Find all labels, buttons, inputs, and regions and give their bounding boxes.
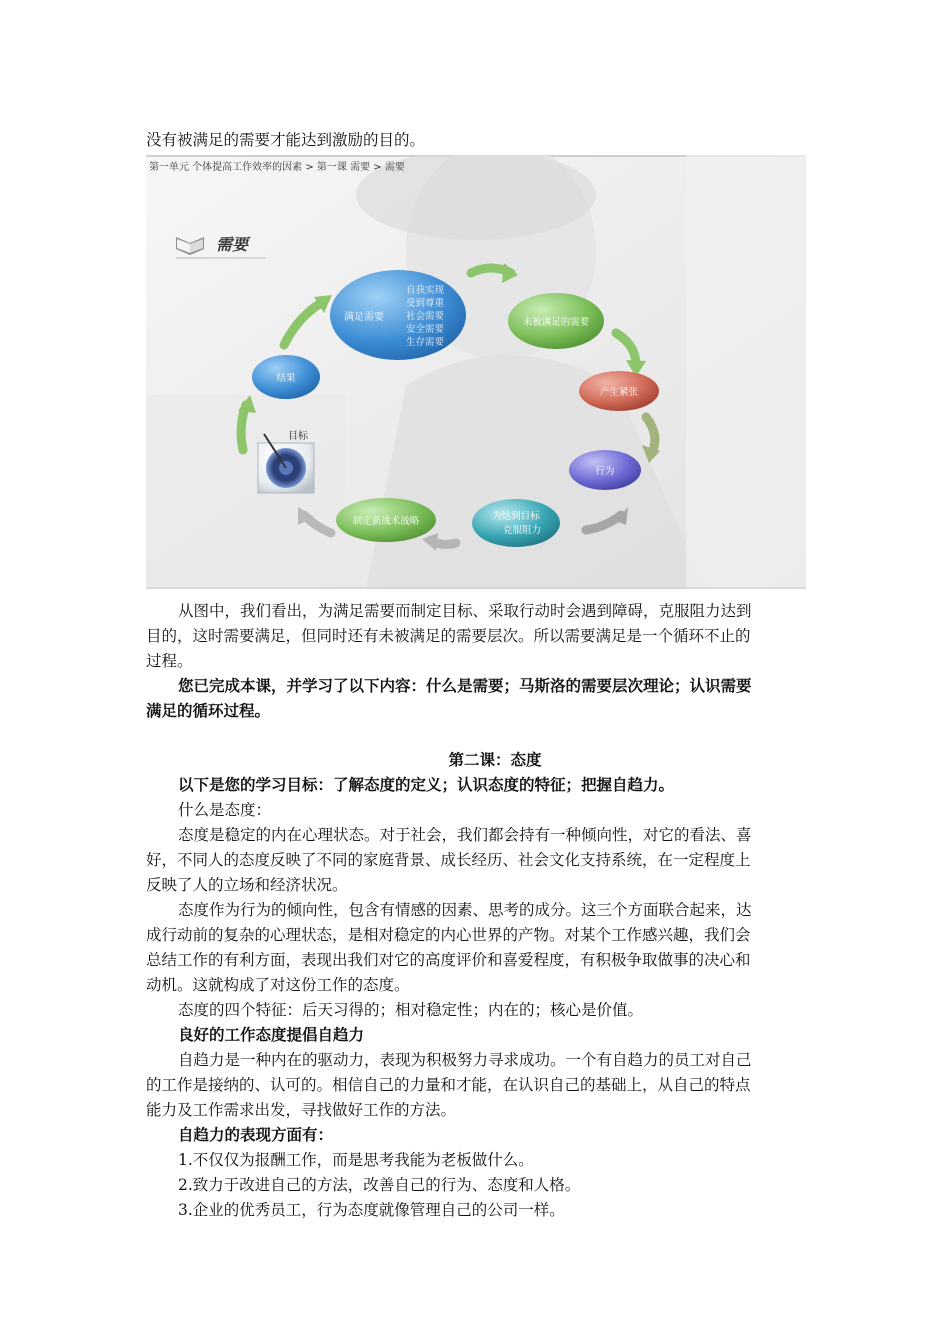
- p1-line: 好，不同人的态度反映了不同的家庭背景、成长经历、社会文化支持系统，在一定程度上: [146, 851, 751, 869]
- features-line: 态度的四个特征：后天习得的；相对稳定性；内在的；核心是价值。: [178, 1001, 644, 1019]
- level-item: 自我实现: [406, 285, 445, 296]
- para1-line: 过程。: [146, 652, 193, 670]
- p2-line: 总结工作的有利方面，表现出我们对它的高度评价和喜爱程度，有积极争取做事的决心和: [146, 951, 751, 969]
- subheading-manifestations: 自趋力的表现方面有：: [178, 1125, 334, 1144]
- overcome-label-2: 克服阻力: [502, 525, 542, 536]
- behavior-label: 行为: [595, 466, 615, 477]
- needs-cycle-figure: [146, 155, 806, 589]
- lesson2-question: 什么是态度：: [178, 801, 272, 819]
- p1-line: 态度是稳定的内在心理状态。对于社会，我们都会持有一种倾向性，对它的看法、喜: [178, 826, 752, 844]
- result-node: [252, 355, 320, 399]
- center-node: [330, 270, 466, 360]
- overcome-node: [472, 499, 560, 547]
- strategy-label: 制定新战术战略: [352, 516, 420, 527]
- intro-line: 没有被满足的需要才能达到激励的目的。: [146, 131, 426, 149]
- center-label: 满足需要: [344, 312, 384, 323]
- para1-line: 目的，这时需要满足，但同时还有未被满足的需要层次。所以需要满足是一个循环不止的: [146, 627, 751, 645]
- level-item: 社会需要: [406, 311, 445, 322]
- p3-line: 的工作是接纳的、认可的。相信自己的力量和才能，在认识自己的基础上，从自己的特点: [146, 1076, 751, 1094]
- para1-line: 从图中，我们看出，为满足需要而制定目标、采取行动时会遇到障碍，克服阻力达到: [178, 602, 752, 620]
- level-item: 安全需要: [406, 324, 445, 335]
- p3-line: 能力及工作需求出发，寻找做好工作的方法。: [146, 1101, 457, 1119]
- lesson2-objectives: 以下是您的学习目标：了解态度的定义；认识态度的特征；把握自趋力。: [178, 775, 675, 794]
- unmet-node: [508, 293, 604, 349]
- level-item: 生存需要: [406, 337, 445, 348]
- overcome-label-1: 为达到目标: [492, 511, 540, 522]
- list-item: 1.不仅仅为报酬工作，而是思考我能为老板做什么。: [178, 1151, 534, 1169]
- list-item: 3.企业的优秀员工，行为态度就像管理自己的公司一样。: [178, 1201, 565, 1219]
- tension-node: [579, 371, 659, 411]
- target-label: 目标: [288, 431, 308, 442]
- result-label: 结果: [276, 373, 296, 384]
- lesson2-heading: 第二课：态度: [448, 750, 542, 769]
- figure-title: 需要: [216, 235, 249, 254]
- p2-line: 态度作为行为的倾向性，包含有情感的因素、思考的成分。这三个方面联合起来，达: [178, 901, 752, 919]
- strategy-node: [336, 498, 436, 542]
- list-item: 2.致力于改进自己的方法，改善自己的行为、态度和人格。: [178, 1176, 581, 1194]
- summary-line: 满足的循环过程。: [146, 701, 271, 720]
- p2-line: 动机。这就构成了对这份工作的态度。: [146, 976, 410, 994]
- subheading-drive: 良好的工作态度提倡自趋力: [178, 1025, 365, 1044]
- level-item: 受到尊重: [406, 298, 445, 309]
- p3-line: 自趋力是一种内在的驱动力，表现为积极努力寻求成功。一个有自趋力的员工对自己: [178, 1051, 752, 1069]
- p2-line: 成行动前的复杂的心理状态，是相对稳定的内心世界的产物。对某个工作感兴趣，我们会: [146, 926, 751, 944]
- figure-breadcrumb: 第一单元 个体提高工作效率的因素 > 第一课 需要 > 需要: [149, 162, 405, 173]
- unmet-label: 未被满足的需要: [522, 317, 590, 328]
- p1-line: 反映了人的立场和经济状况。: [146, 876, 348, 894]
- tension-label: 产生紧张: [599, 387, 639, 398]
- behavior-node: [569, 450, 641, 490]
- summary-line: 您已完成本课，并学习了以下内容：什么是需要；马斯洛的需要层次理论；认识需要: [178, 676, 752, 695]
